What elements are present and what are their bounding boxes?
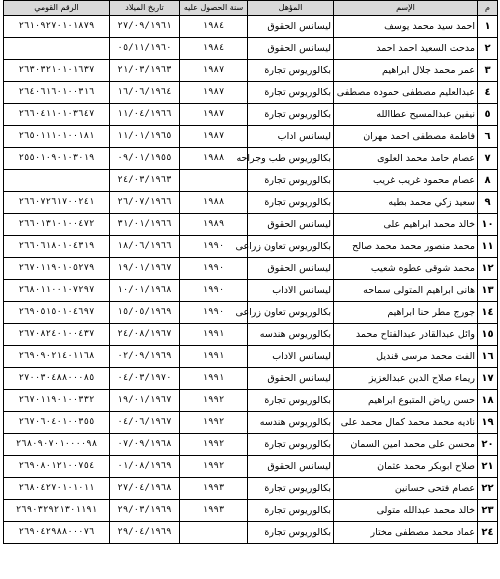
graduation-year-cell: ١٩٩٣ <box>180 478 248 500</box>
table-row <box>4 302 498 324</box>
birth-date-cell: ٢٩/٠٤/١٩٦٩ <box>110 522 180 544</box>
row-number-cell: ٢٢ <box>478 478 498 500</box>
employees-table <box>3 0 498 544</box>
birth-date-cell: ٢٩/٠٣/١٩٦٩ <box>110 500 180 522</box>
table-row <box>4 434 498 456</box>
graduation-year-cell: ١٩٩١ <box>180 346 248 368</box>
row-number-cell: ١٩ <box>478 412 498 434</box>
national-id-cell: ٢٦٧٠٨٢٤٠١٠٠٤٣٧ <box>4 324 110 346</box>
graduation-year-cell: ١٩٨٧ <box>180 126 248 148</box>
employee-name-cell: صلاح ابوبكر محمد عثمان <box>334 456 478 478</box>
employee-name-cell: ناديه محمد محمد كمال محمد على <box>334 412 478 434</box>
row-number-cell: ٢٠ <box>478 434 498 456</box>
row-number-cell: ١٤ <box>478 302 498 324</box>
national-id-cell: ٢٦٩٠٥١٥٠١٠٤٦٩٧ <box>4 302 110 324</box>
employee-name-cell: جورج مطر حنا ابراهيم <box>334 302 478 324</box>
national-id-cell: ٢٦٦٠٦١٨٠١٠٤٣١٩ <box>4 236 110 258</box>
national-id-cell: ٢٦٨٠٩٠٧٠١٠٠٠٠٩٨ <box>4 434 110 456</box>
birth-date-cell: ٣١/٠١/١٩٦٦ <box>110 214 180 236</box>
graduation-year-cell: ١٩٩١ <box>180 324 248 346</box>
row-number-cell: ٢ <box>478 38 498 60</box>
birth-date-cell: ١٦/٠٦/١٩٦٤ <box>110 82 180 104</box>
row-number-cell: ١١ <box>478 236 498 258</box>
qualification-cell: ليسانس الحقوق <box>248 456 334 478</box>
employee-name-cell: الفت محمد مرسى قنديل <box>334 346 478 368</box>
qualification-cell: بكالوريوس تجارة <box>248 522 334 544</box>
graduation-year-cell: ١٩٨٧ <box>180 60 248 82</box>
qualification-cell: ليسانس الحقوق <box>248 16 334 38</box>
birth-date-cell: ١٠/٠١/١٩٦٨ <box>110 280 180 302</box>
employee-name-cell: محمد منصور محمد محمد صالح <box>334 236 478 258</box>
employee-name-cell: وائل عبدالقادر عبدالفتاح محمد <box>334 324 478 346</box>
table-row <box>4 192 498 214</box>
qualification-cell: بكالوريوس طب وجراحه <box>248 148 334 170</box>
header-row <box>4 1 498 16</box>
row-number-cell: ٢٤ <box>478 522 498 544</box>
table-row <box>4 456 498 478</box>
birth-date-cell: ٢٤/٠٣/١٩٦٣ <box>110 170 180 192</box>
employee-name-cell: فاطمة مصطفى احمد مهران <box>334 126 478 148</box>
graduation-year-cell: ١٩٩٢ <box>180 434 248 456</box>
national-id-cell: ٢٧٠٠٣٠٤٨٨٠٠٠٨٥ <box>4 368 110 390</box>
table-body <box>4 16 498 544</box>
employee-name-cell: هانى ابراهيم المتولى سماحه <box>334 280 478 302</box>
national-id-cell: ٢٦٩٠٤٢٩٨٨٠٠٠٧٦ <box>4 522 110 544</box>
qualification-cell: ليسانس الحقوق <box>248 38 334 60</box>
row-number-cell: ٨ <box>478 170 498 192</box>
table-row <box>4 324 498 346</box>
row-number-cell: ٤ <box>478 82 498 104</box>
employee-name-cell: ريماء صلاح الدين عبدالعزيز <box>334 368 478 390</box>
table-row <box>4 82 498 104</box>
row-number-cell: ١٠ <box>478 214 498 236</box>
national-id-cell: ٢٦٦٠٤١١٠١٠٣٦٤٧ <box>4 104 110 126</box>
header-number: م <box>478 1 498 16</box>
qualification-cell: بكالوريوس تجارة <box>248 390 334 412</box>
birth-date-cell: ٠٤/٠٣/١٩٧٠ <box>110 368 180 390</box>
table-row <box>4 170 498 192</box>
national-id-cell: ٢٦٨٠٤٢٧٠١٠١٠١١ <box>4 478 110 500</box>
row-number-cell: ٩ <box>478 192 498 214</box>
birth-date-cell: ٠٥/١١/١٩٦٠ <box>110 38 180 60</box>
graduation-year-cell <box>180 522 248 544</box>
national-id-cell: ٢٦٦٠١٣١٠١٠٠٤٧٢ <box>4 214 110 236</box>
table-row <box>4 126 498 148</box>
row-number-cell: ١٣ <box>478 280 498 302</box>
birth-date-cell: ٢٧/٠٤/١٩٦٨ <box>110 478 180 500</box>
table-row <box>4 346 498 368</box>
table-row <box>4 258 498 280</box>
employee-name-cell: عصام حامد محمد العلوى <box>334 148 478 170</box>
row-number-cell: ١٥ <box>478 324 498 346</box>
birth-date-cell: ٢٦/٠٧/١٩٦٦ <box>110 192 180 214</box>
national-id-cell: ٢٦٧٠١١٩٠١٠٠٣٣٢ <box>4 390 110 412</box>
birth-date-cell: ٠٩/٠١/١٩٥٥ <box>110 148 180 170</box>
national-id-cell: ٢٦٤٠٦١٦٠١٠٠٣١٦ <box>4 82 110 104</box>
national-id-cell: ٢٦٩٠٣٢٩٢١٣٠١١٩١ <box>4 500 110 522</box>
employee-name-cell: خالد محمد ابراهيم على <box>334 214 478 236</box>
qualification-cell: بكالوريوس هندسه <box>248 324 334 346</box>
graduation-year-cell: ١٩٩١ <box>180 368 248 390</box>
employee-name-cell: عماد محمد مصطفى مختار <box>334 522 478 544</box>
national-id-cell <box>4 170 110 192</box>
national-id-cell: ٢٦٥٠١١١٠١٠٠١٨١ <box>4 126 110 148</box>
qualification-cell: بكالوريوس تجارة <box>248 60 334 82</box>
birth-date-cell: ٢١/٠٣/١٩٦٣ <box>110 60 180 82</box>
qualification-cell: ليسانس اداب <box>248 126 334 148</box>
graduation-year-cell: ١٩٩٠ <box>180 302 248 324</box>
national-id-cell: ٢٦٨٠١١٠٠١٠٧٢٩٧ <box>4 280 110 302</box>
row-number-cell: ٥ <box>478 104 498 126</box>
birth-date-cell: ١١/٠٤/١٩٦٦ <box>110 104 180 126</box>
graduation-year-cell: ١٩٨٩ <box>180 214 248 236</box>
qualification-cell: بكالوريوس تعاون زراعى <box>248 236 334 258</box>
birth-date-cell: ١١/٠١/١٩٦٥ <box>110 126 180 148</box>
header-grad-year: سنة الحصول عليه <box>180 1 248 16</box>
row-number-cell: ١٢ <box>478 258 498 280</box>
row-number-cell: ٣ <box>478 60 498 82</box>
birth-date-cell: ١٩/٠١/١٩٦٧ <box>110 258 180 280</box>
graduation-year-cell: ١٩٩٠ <box>180 236 248 258</box>
qualification-cell: بكالوريوس تجارة <box>248 434 334 456</box>
graduation-year-cell <box>180 170 248 192</box>
graduation-year-cell: ١٩٩٢ <box>180 390 248 412</box>
birth-date-cell: ١٨/٠٦/١٩٦٦ <box>110 236 180 258</box>
employee-name-cell: محمد شوقى عطوه شعيب <box>334 258 478 280</box>
birth-date-cell: ٠٤/٠٦/١٩٦٧ <box>110 412 180 434</box>
graduation-year-cell: ١٩٨٤ <box>180 38 248 60</box>
birth-date-cell: ٠٢/٠٩/١٩٦٩ <box>110 346 180 368</box>
employee-name-cell: عصام محمود غريب غريب <box>334 170 478 192</box>
table-row <box>4 38 498 60</box>
table-row <box>4 500 498 522</box>
employee-name-cell: مدحت السعيد احمد احمد <box>334 38 478 60</box>
table-row <box>4 16 498 38</box>
header-qualification: المؤهل <box>248 1 334 16</box>
national-id-cell: ٢٦٧٠١١٩٠١٠٥٢٧٩ <box>4 258 110 280</box>
qualification-cell: ليسانس الحقوق <box>248 258 334 280</box>
qualification-cell: بكالوريوس تجارة <box>248 104 334 126</box>
employee-name-cell: عمر محمد جلال ابراهيم <box>334 60 478 82</box>
document-sheet <box>3 0 497 579</box>
birth-date-cell: ٠٧/٠٩/١٩٦٨ <box>110 434 180 456</box>
employee-name-cell: سعيد زكي محمد بطيه <box>334 192 478 214</box>
employee-name-cell: احمد سيد محمد يوسف <box>334 16 478 38</box>
national-id-cell: ٢٦٣٠٣٢١٠١٠١٦٣٧ <box>4 60 110 82</box>
employee-name-cell: عبدالعليم مصطفى حموده مصطفى <box>334 82 478 104</box>
birth-date-cell: ٢٤/٠٨/١٩٦٧ <box>110 324 180 346</box>
qualification-cell: بكالوريوس تجارة <box>248 170 334 192</box>
qualification-cell: بكالوريوس تعاون زراعى <box>248 302 334 324</box>
graduation-year-cell: ١٩٨٨ <box>180 148 248 170</box>
national-id-cell: ٢٦٦٠٧٢٦١٧٠٠٢٤١ <box>4 192 110 214</box>
row-number-cell: ٧ <box>478 148 498 170</box>
table-row <box>4 368 498 390</box>
employee-name-cell: عصام فتحى حسانين <box>334 478 478 500</box>
national-id-cell: ٢٦٩٠٨٠١٢١٠٠٧٥٤ <box>4 456 110 478</box>
national-id-cell: ٢٦١٠٩٢٧٠١٠١٨٧٩ <box>4 16 110 38</box>
graduation-year-cell: ١٩٨٨ <box>180 192 248 214</box>
header-name: الإسم <box>334 1 478 16</box>
graduation-year-cell: ١٩٨٧ <box>180 104 248 126</box>
qualification-cell: بكالوريوس تجارة <box>248 500 334 522</box>
graduation-year-cell: ١٩٨٧ <box>180 82 248 104</box>
table-row <box>4 236 498 258</box>
employee-name-cell: خالد محمد عبدالله متولى <box>334 500 478 522</box>
table-row <box>4 280 498 302</box>
birth-date-cell: ٠١/٠٨/١٩٦٩ <box>110 456 180 478</box>
qualification-cell: بكالوريوس تجارة <box>248 192 334 214</box>
national-id-cell: ٢٦٩٠٩٠٢١٤٠١١٦٨ <box>4 346 110 368</box>
qualification-cell: ليسانس الحقوق <box>248 368 334 390</box>
header-birth-date: تاريخ الميلاد <box>110 1 180 16</box>
national-id-cell: ٢٦٧٠٦٠٤٠١٠٠٣٥٥ <box>4 412 110 434</box>
row-number-cell: ٢١ <box>478 456 498 478</box>
birth-date-cell: ٢٧/٠٩/١٩٦١ <box>110 16 180 38</box>
graduation-year-cell: ١٩٩٢ <box>180 412 248 434</box>
row-number-cell: ١ <box>478 16 498 38</box>
national-id-cell: ٢٥٥٠١٠٩٠١٠٣٠١٩ <box>4 148 110 170</box>
qualification-cell: ليسانس الحقوق <box>248 214 334 236</box>
qualification-cell: بكالوريوس تجارة <box>248 82 334 104</box>
qualification-cell: ليسانس الاداب <box>248 346 334 368</box>
row-number-cell: ١٦ <box>478 346 498 368</box>
employee-name-cell: نيفين عبدالمسيح عطاالله <box>334 104 478 126</box>
table-row <box>4 390 498 412</box>
graduation-year-cell: ١٩٨٤ <box>180 16 248 38</box>
employee-name-cell: حسن رياض المتبوع ابراهيم <box>334 390 478 412</box>
national-id-cell <box>4 38 110 60</box>
row-number-cell: ١٨ <box>478 390 498 412</box>
qualification-cell: بكالوريوس تجارة <box>248 478 334 500</box>
table-row <box>4 214 498 236</box>
row-number-cell: ١٧ <box>478 368 498 390</box>
table-row <box>4 412 498 434</box>
birth-date-cell: ١٩/٠١/١٩٦٧ <box>110 390 180 412</box>
table-header <box>4 1 498 16</box>
table-row <box>4 104 498 126</box>
row-number-cell: ٢٣ <box>478 500 498 522</box>
graduation-year-cell: ١٩٩٢ <box>180 456 248 478</box>
row-number-cell: ٦ <box>478 126 498 148</box>
graduation-year-cell: ١٩٩٠ <box>180 280 248 302</box>
birth-date-cell: ١٥/٠٥/١٩٦٩ <box>110 302 180 324</box>
graduation-year-cell: ١٩٩٠ <box>180 258 248 280</box>
table-row <box>4 148 498 170</box>
table-row <box>4 522 498 544</box>
qualification-cell: بكالوريوس هندسه <box>248 412 334 434</box>
table-row <box>4 478 498 500</box>
header-national-id: الرقم القومي <box>4 1 110 16</box>
qualification-cell: ليسانس الاداب <box>248 280 334 302</box>
graduation-year-cell: ١٩٩٣ <box>180 500 248 522</box>
employee-name-cell: محسن على محمد امين السمان <box>334 434 478 456</box>
table-row <box>4 60 498 82</box>
